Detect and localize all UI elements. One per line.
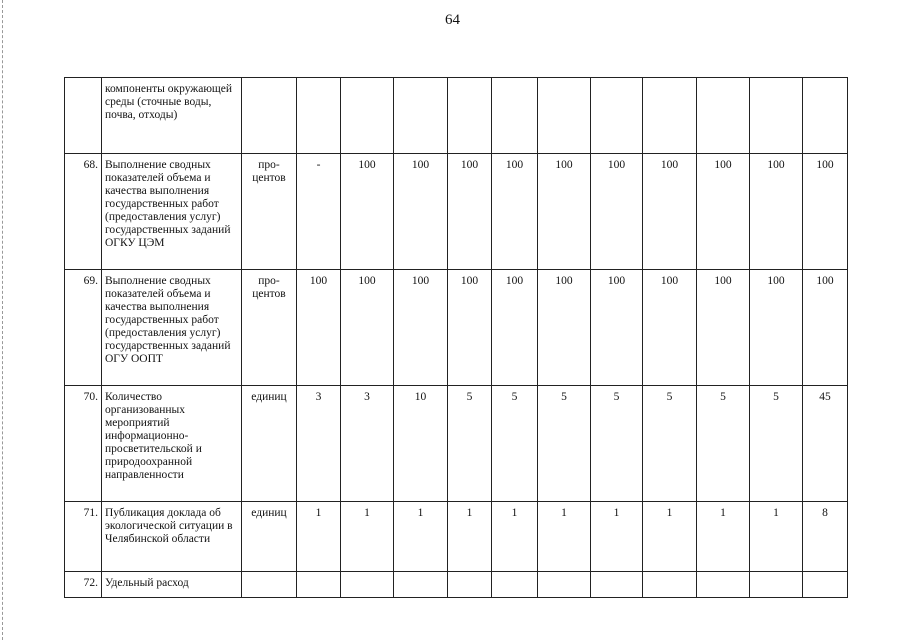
row-number-cell <box>65 78 102 154</box>
unit-cell: единиц <box>242 386 297 502</box>
table-body <box>65 78 848 598</box>
table-row <box>65 572 848 598</box>
value-cell: 1 <box>643 502 697 572</box>
value-cell <box>697 572 750 598</box>
value-cell: 5 <box>492 386 538 502</box>
value-cell <box>492 572 538 598</box>
value-cell: 3 <box>297 386 341 502</box>
value-cell: 100 <box>492 270 538 386</box>
value-cell: 1 <box>697 502 750 572</box>
value-cell: - <box>297 154 341 270</box>
value-cell <box>341 78 394 154</box>
unit-cell <box>242 78 297 154</box>
value-cell: 3 <box>341 386 394 502</box>
indicator-name-cell: компоненты окружающей среды (сточные воды, почва, отходы) <box>102 78 242 154</box>
value-cell: 45 <box>803 386 848 502</box>
value-cell <box>297 572 341 598</box>
value-cell: 1 <box>341 502 394 572</box>
value-cell: 100 <box>750 154 803 270</box>
value-cell: 100 <box>341 270 394 386</box>
value-cell: 1 <box>591 502 643 572</box>
value-cell: 100 <box>538 270 591 386</box>
value-cell: 100 <box>394 270 448 386</box>
value-cell <box>394 572 448 598</box>
value-cell: 1 <box>297 502 341 572</box>
value-cell <box>448 78 492 154</box>
table-row <box>65 386 848 502</box>
table-row <box>65 154 848 270</box>
value-cell: 100 <box>591 270 643 386</box>
value-cell <box>697 78 750 154</box>
row-number-cell: 68. <box>65 154 102 270</box>
value-cell: 5 <box>643 386 697 502</box>
table-row <box>65 502 848 572</box>
unit-cell <box>242 572 297 598</box>
row-number-cell: 70. <box>65 386 102 502</box>
value-cell <box>394 78 448 154</box>
indicator-name-cell: Публикация доклада об экологической ситуации в Челябинской области <box>102 502 242 572</box>
table-row <box>65 270 848 386</box>
value-cell <box>538 78 591 154</box>
page-left-rule <box>2 0 3 640</box>
value-cell <box>297 78 341 154</box>
indicator-name-cell: Количество организованных мероприятий информационно-просветительской и природоохранной направленности <box>102 386 242 502</box>
value-cell <box>591 78 643 154</box>
value-cell: 100 <box>591 154 643 270</box>
value-cell <box>750 572 803 598</box>
value-cell: 5 <box>538 386 591 502</box>
value-cell: 100 <box>341 154 394 270</box>
indicator-name-cell: Удельный расход <box>102 572 242 598</box>
value-cell: 1 <box>538 502 591 572</box>
unit-cell: единиц <box>242 502 297 572</box>
row-number-cell: 72. <box>65 572 102 598</box>
value-cell: 5 <box>697 386 750 502</box>
value-cell: 100 <box>697 270 750 386</box>
value-cell: 100 <box>492 154 538 270</box>
indicators-table <box>64 77 848 598</box>
value-cell: 1 <box>394 502 448 572</box>
indicator-name-cell: Выполнение сводных показателей объема и качества выполнения государственных работ (предоставления услуг) государственных заданий ОГУ ООПТ <box>102 270 242 386</box>
value-cell: 100 <box>538 154 591 270</box>
value-cell: 8 <box>803 502 848 572</box>
value-cell <box>341 572 394 598</box>
value-cell: 100 <box>750 270 803 386</box>
row-number-cell: 71. <box>65 502 102 572</box>
value-cell <box>750 78 803 154</box>
value-cell <box>538 572 591 598</box>
value-cell: 100 <box>448 154 492 270</box>
value-cell: 5 <box>591 386 643 502</box>
value-cell <box>448 572 492 598</box>
value-cell: 100 <box>803 154 848 270</box>
value-cell: 1 <box>492 502 538 572</box>
value-cell: 100 <box>297 270 341 386</box>
value-cell: 100 <box>803 270 848 386</box>
indicator-name-cell: Выполнение сводных показателей объема и качества выполнения государственных работ (предоставления услуг) государственных заданий ОГКУ ЦЭМ <box>102 154 242 270</box>
value-cell: 100 <box>643 154 697 270</box>
value-cell <box>492 78 538 154</box>
value-cell: 1 <box>448 502 492 572</box>
page-number: 64 <box>445 12 460 28</box>
value-cell: 100 <box>643 270 697 386</box>
value-cell <box>803 78 848 154</box>
value-cell: 100 <box>394 154 448 270</box>
value-cell: 100 <box>448 270 492 386</box>
unit-cell: про-центов <box>242 154 297 270</box>
value-cell <box>591 572 643 598</box>
value-cell <box>643 572 697 598</box>
value-cell: 10 <box>394 386 448 502</box>
value-cell: 5 <box>750 386 803 502</box>
value-cell <box>643 78 697 154</box>
value-cell <box>803 572 848 598</box>
value-cell: 1 <box>750 502 803 572</box>
row-number-cell: 69. <box>65 270 102 386</box>
value-cell: 5 <box>448 386 492 502</box>
unit-cell: про-центов <box>242 270 297 386</box>
table-row <box>65 78 848 154</box>
value-cell: 100 <box>697 154 750 270</box>
